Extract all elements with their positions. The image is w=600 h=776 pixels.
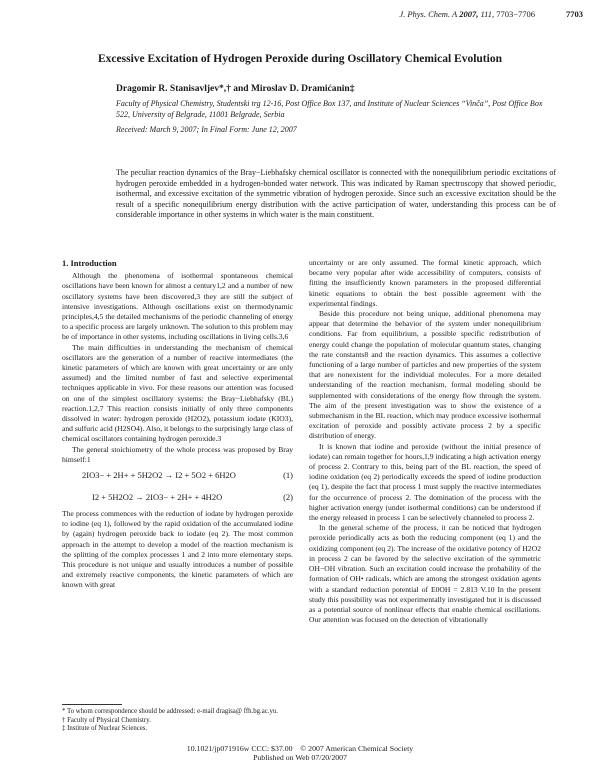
footnote-correspondence: * To whom correspondence should be addressed: e-mail dragisa@ ffh.bg.ac.yu.	[62, 708, 278, 715]
equation-1	[62, 465, 293, 487]
paragraph: It is known that iodine and peroxide (without the initial presence of iodate) can remain together for hours,1,9 indicating a high activation energy of process 2. Contrary to this, being part of the BL reaction, the speed of iodine oxidation (eq 2) periodically exceeds the speed of iodine production (eq 1), despite the fact that process 1 must supply the reactive intermediates for the occurrence of process 2. The domination of the process with the higher activation energy (under isothermal conditions) can be understood if the energy released in process 1 can be selectively channeled to process 2.	[309, 441, 541, 523]
doi-line: 10.1021/jp071916w CCC: $37.00 © 2007 American Chemical Society	[186, 744, 414, 753]
page-footer	[0, 744, 600, 762]
paragraph: In the general scheme of the process, it can be noticed that hydrogen peroxide periodically acts as both the reducing component (eq 1) and the oxidizing component (eq 2). The increase of the oxidative potency of H2O2 in process 2 can be favored by the selective excitation of the symmetric OH−OH vibration. Such an excitation could increase the probability of the formation of OH• radicals, which are among the strongest oxidation agents with a standard reduction potential of E0OH = 2.813 V.10 In the present study this possibility was not experimentally investigated but it is discussed as a potential source of nonlinear effects that enable chemical oscillations. Our attention was focused on the detection of vibrationally	[309, 523, 541, 625]
equation-2-number: (2)	[283, 492, 293, 503]
paragraph: uncertainty or are only assumed. The formal kinetic approach, which became very popular after wide accessibility of computers, consists of fitting the insufficiently known parameters in the proposed differential kinetic equations to obtain the best possible agreement with the experimental findings.	[309, 258, 541, 308]
equation-2	[62, 487, 293, 509]
paper-title: Excessive Excitation of Hydrogen Peroxide during Oscillatory Chemical Evolution	[98, 53, 502, 65]
running-header	[300, 9, 535, 19]
abstract: The peculiar reaction dynamics of the Bray−Liebhafsky chemical oscillator is connected with the nonequilibrium periodic excitations of hydrogen peroxide embedded in a hydrogen-bonded water network. This was indicated by Raman spectroscopy that showed periodic, isothermal, and excessive excitation of the symmetric vibration of hydrogen peroxide. Since such an excessive excitation should be the result of a specific nonequilibrium energy distribution with the active participation of water, understanding this process can be of considerable importance in other systems in which water is the main constituent.	[116, 168, 556, 220]
affiliation: Faculty of Physical Chemistry, Studentski trg 12-16, Post Office Box 137, and Institute of Nuclear Sciences “Vinča”, Post Office Box 522, University of Belgrade, 11001 Belgrade, Serbia	[116, 99, 543, 119]
footnote-affiliation-2: ‡ Institute of Nuclear Sciences.	[62, 725, 148, 733]
footnote-rule	[62, 704, 122, 705]
footnotes	[62, 708, 293, 734]
section-heading: 1. Introduction	[62, 258, 117, 268]
left-column	[62, 258, 293, 591]
paragraph: Although the phenomena of isothermal spontaneous chemical oscillations have been known for almost a century1,2 and a number of new oscillatory systems have been discovered,3 they are still the subject of intensive investigations. Although oscillations exist on thermodynamic principles,4,5 the detailed mechanisms of the periodic channeling of energy to a specific process are largely unknown. The solution to this problem may be of importance in other systems, including oscillations in living cells.3,6	[62, 271, 293, 342]
equation-1-formula: 2IO3− + 2H+ + 5H2O2 → I2 + 5O2 + 6H2O	[82, 470, 236, 481]
authors: Dragomir R. Stanisavljev*,† and Miroslav D. Dramićanin‡	[116, 84, 355, 94]
journal-pages: 7703−7706	[496, 9, 535, 19]
right-column	[309, 258, 541, 625]
equation-2-formula: I2 + 5H2O2 → 2IO3− + 2H+ + 4H2O	[92, 492, 223, 503]
journal-year: 2007,	[459, 9, 479, 19]
received-dates: Received: March 9, 2007; In Final Form: June 12, 2007	[116, 125, 297, 134]
paragraph: The process commences with the reduction of iodate by hydrogen peroxide to iodine (eq 1), followed by the rapid oxidation of the accumulated iodine by (again) hydrogen peroxide back to iodate (eq 2). The most common approach in the attempt to develop a model of the reaction mechanism is the splitting of the complex processes 1 and 2 into more elementary steps. This procedure is not unique and usually introduces a number of possible and extremely reactive components, the kinetic parameters of which are known with great	[62, 509, 293, 590]
journal-volume: 111,	[480, 9, 495, 19]
publication-date: Published on Web 07/20/2007	[253, 753, 347, 762]
journal-name: J. Phys. Chem. A	[399, 9, 458, 19]
equation-1-number: (1)	[283, 470, 293, 481]
page-number: 7703	[566, 9, 583, 19]
footnote-affiliation-1: † Faculty of Physical Chemistry.	[62, 716, 151, 724]
paragraph: The main difficulties in understanding the mechanism of chemical oscillators are the generation of a number of reactive intermediates (the kinetic parameters of which are known with great uncertainty or are only assumed) and the limited number of fast and selective experimental techniques applicable in vivo. For these reasons our attention was focused on one of the simplest oscillatory systems: the Bray−Liebhafsky (BL) reaction.1,2,7 This reaction consists initially of only three components dissolved in water: hydrogen peroxide (H2O2), potassium iodate (KIO3), and sulfuric acid (H2SO4). Also, it belongs to the surprisingly large class of chemical oscillators containing hydrogen peroxide.3	[62, 342, 293, 444]
paragraph: The general stoichiometry of the whole process was proposed by Bray himself:1	[62, 444, 293, 464]
paragraph: Beside this procedure not being unique, additional phenomena may appear that determine the behavior of the system under nonequilibrium conditions. Far from equilibrium, a possible specific redistribution of energy could change the population of molecular quantum states, changing the rate constants8 and the reaction dynamics. This assumes a collective functioning of a large number of particles and new properties of the system that are nonexistent for the individual molecules. For a more detailed understanding of the reaction mechanism, formal modeling should be supplemented with considerations of the energy flow through the system. The aim of the present investigation was to show the existence of a submechanism in the BL reaction, which may produce excessive isothermal excitation of peroxide and possibly activate process 2 by a specific distribution of energy.	[309, 309, 541, 441]
